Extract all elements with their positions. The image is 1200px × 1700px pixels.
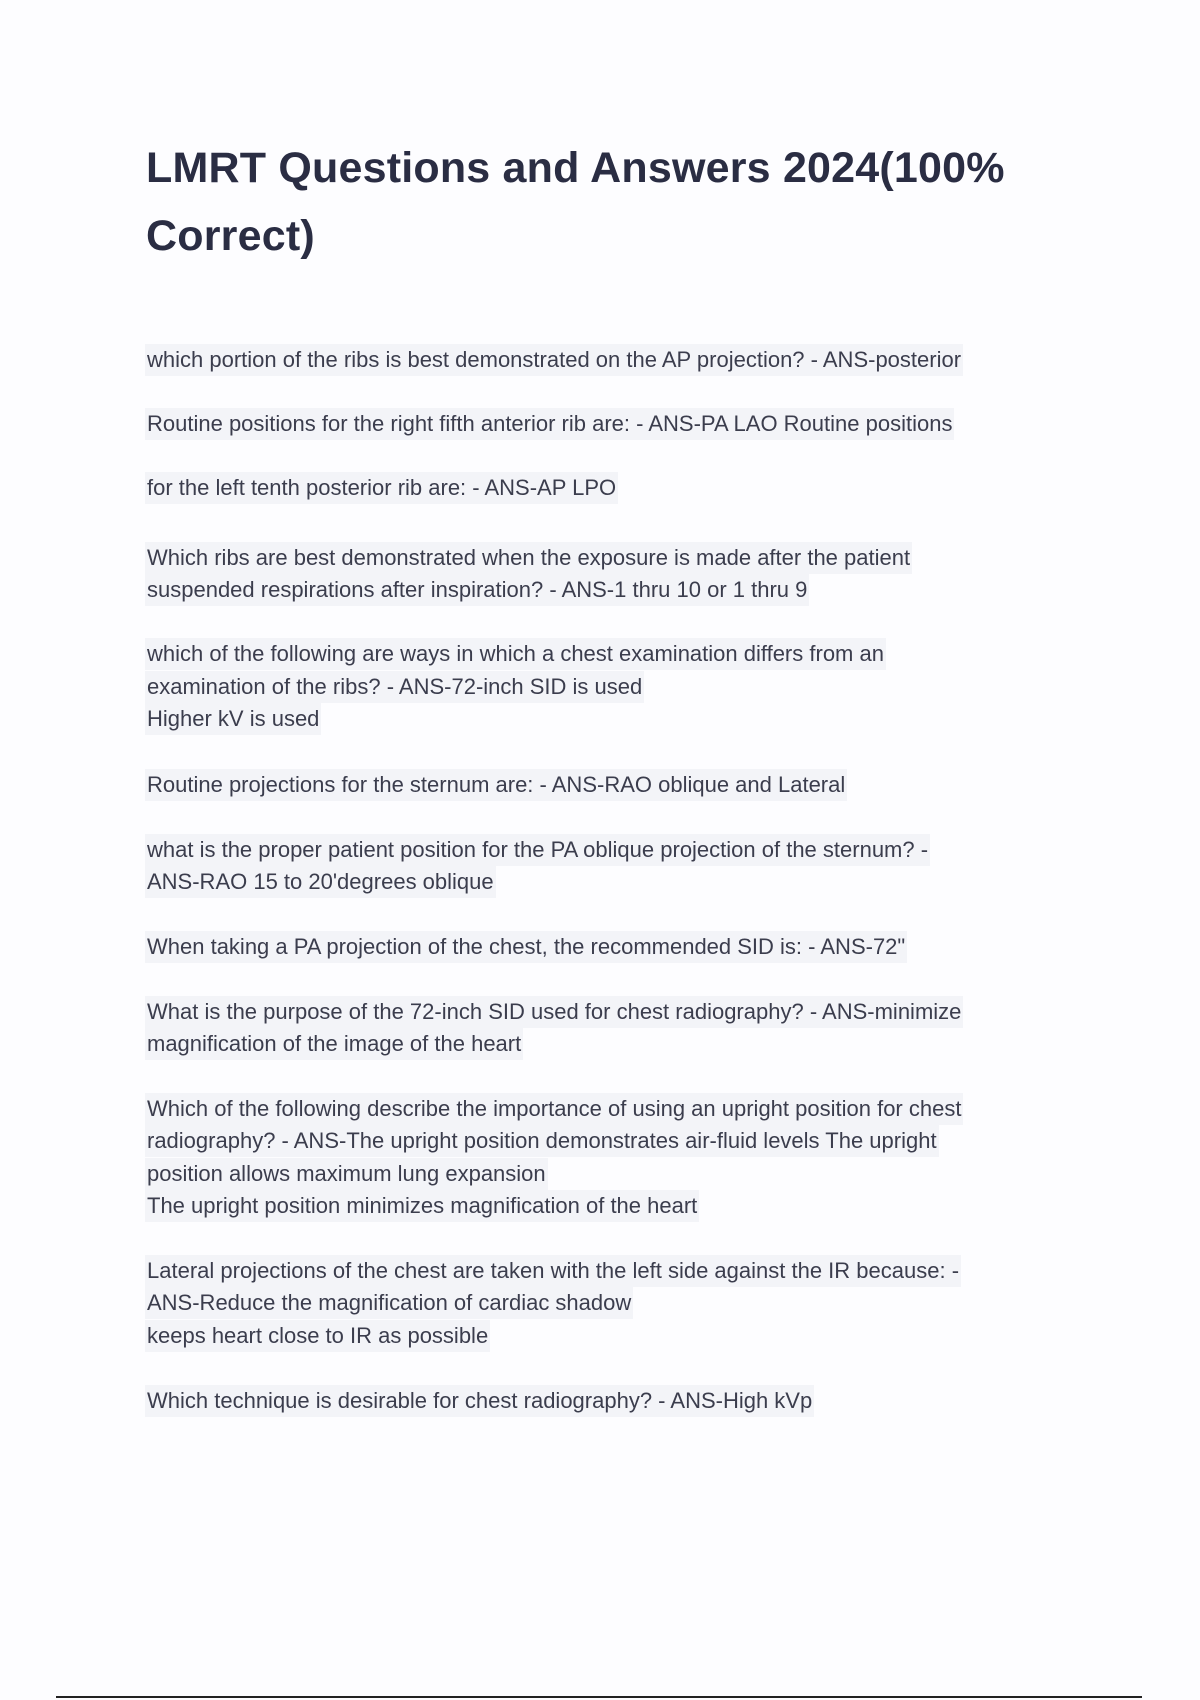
qa-line: When taking a PA projection of the chest, the recommended SID is: - ANS-72"	[145, 931, 907, 963]
qa-line: The upright position minimizes magnification of the heart	[145, 1190, 699, 1222]
qa-line: Routine positions for the right fifth anterior rib are: - ANS-PA LAO Routine positions	[145, 408, 954, 440]
qa-line: Lateral projections of the chest are taken with the left side against the IR because: -	[145, 1255, 961, 1287]
qa-line: Higher kV is used	[145, 703, 321, 735]
qa-line: radiography? - ANS-The upright position demonstrates air-fluid levels The upright	[145, 1125, 939, 1157]
qa-line: position allows maximum lung expansion	[145, 1158, 548, 1190]
document-title: LMRT Questions and Answers 2024(100% Correct)	[146, 144, 1005, 260]
qa-line: examination of the ribs? - ANS-72-inch SID is used	[145, 671, 644, 703]
qa-line: Which technique is desirable for chest radiography? - ANS-High kVp	[145, 1385, 814, 1417]
qa-line: ANS-Reduce the magnification of cardiac shadow	[145, 1287, 633, 1319]
qa-line: Which of the following describe the importance of using an upright position for chest	[145, 1093, 963, 1125]
qa-line: suspended respirations after inspiration? - ANS-1 thru 10 or 1 thru 9	[145, 574, 809, 606]
qa-line: which portion of the ribs is best demonstrated on the AP projection? - ANS-posterior	[145, 344, 963, 376]
qa-line: what is the proper patient position for the PA oblique projection of the sternum? -	[145, 834, 930, 866]
qa-line: magnification of the image of the heart	[145, 1028, 523, 1060]
qa-line: Routine projections for the sternum are: - ANS-RAO oblique and Lateral	[145, 769, 847, 801]
qa-line: What is the purpose of the 72-inch SID used for chest radiography? - ANS-minimize	[145, 996, 963, 1028]
footer-divider	[56, 1696, 1142, 1698]
qa-line: which of the following are ways in which a chest examination differs from an	[145, 638, 886, 670]
qa-line: Which ribs are best demonstrated when the exposure is made after the patient	[145, 542, 912, 574]
qa-line: for the left tenth posterior rib are: - ANS-AP LPO	[145, 472, 618, 504]
qa-line: ANS-RAO 15 to 20'degrees oblique	[145, 866, 496, 898]
qa-line: keeps heart close to IR as possible	[145, 1320, 490, 1352]
